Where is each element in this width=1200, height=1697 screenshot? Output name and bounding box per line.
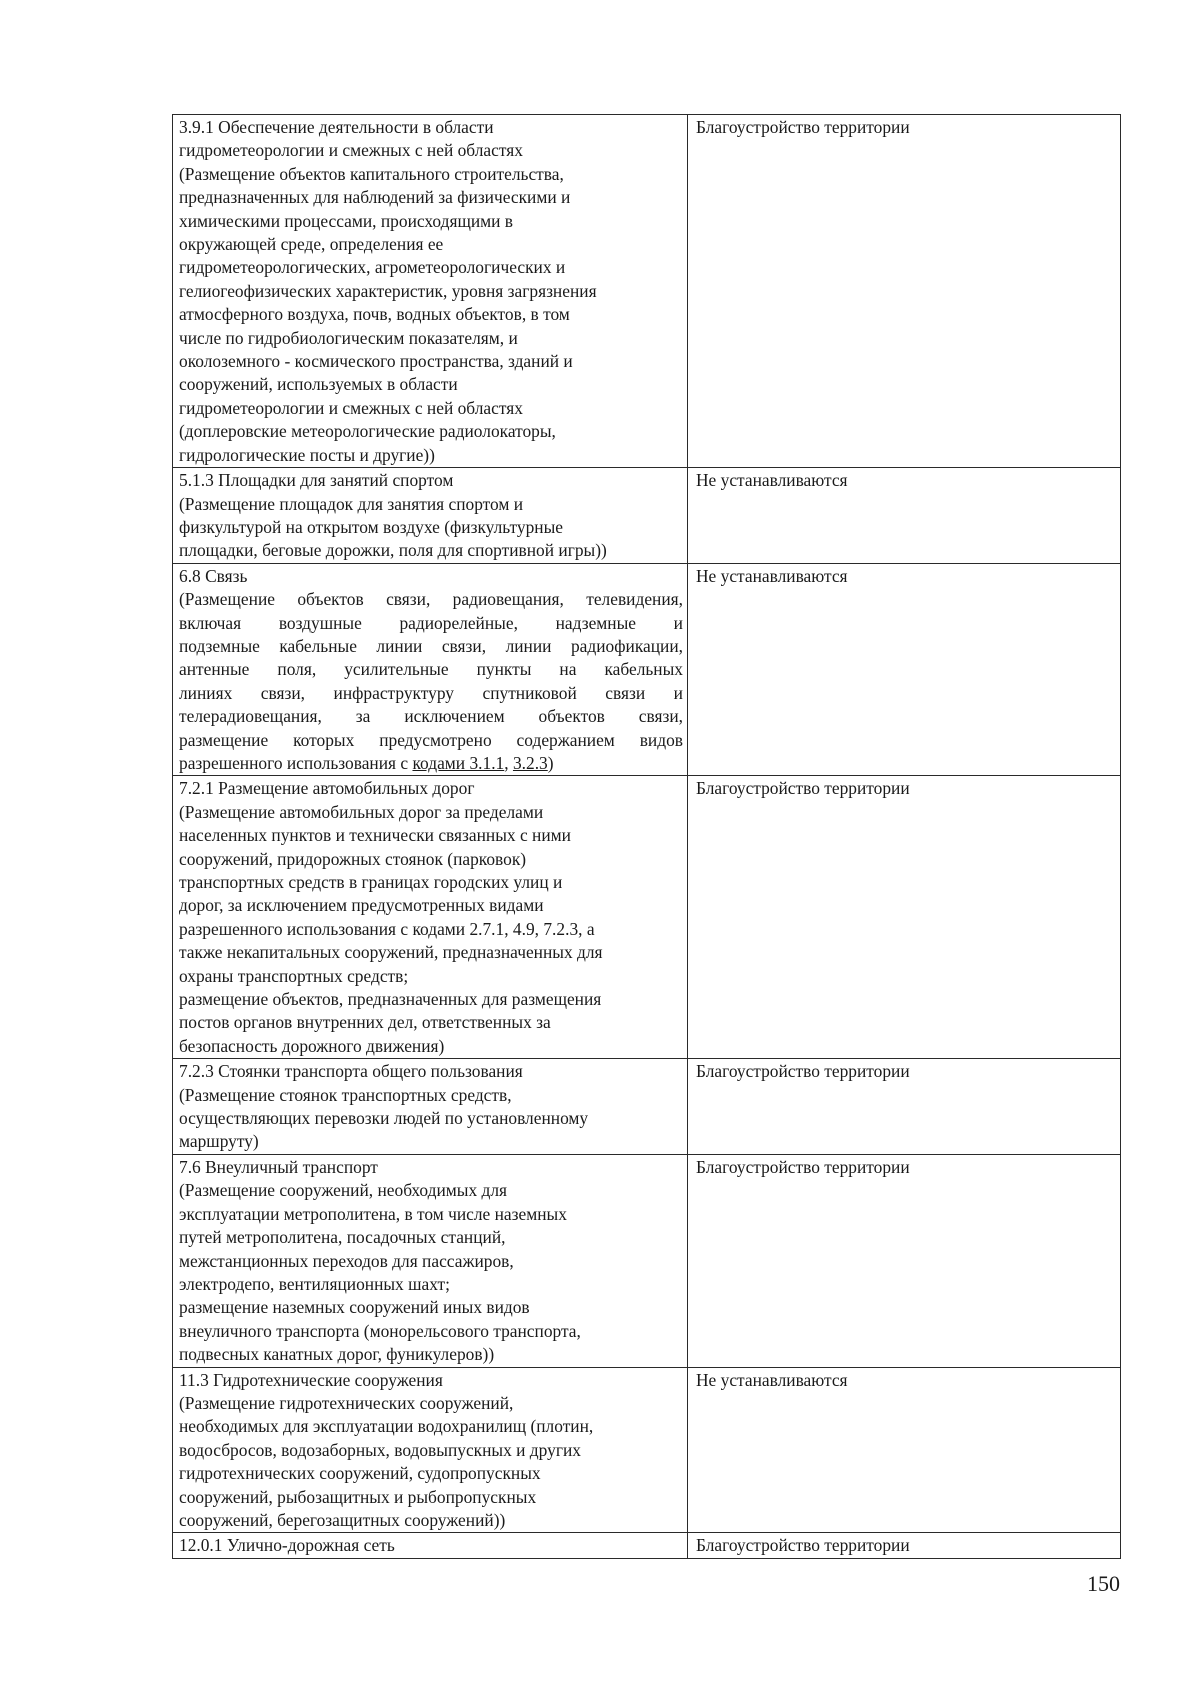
cell-text-line: площадки, беговые дорожки, поля для спортивной игры)) [179, 540, 607, 561]
cell-text-line: 7.6 Внеуличный транспорт [179, 1156, 378, 1177]
cell-text-line: необходимых для эксплуатации водохранилищ (плотин, [179, 1416, 594, 1437]
cell-text-line: гелиогеофизических характеристик, уровня загрязнения [179, 280, 597, 301]
cell-text-line: подземные кабельные линии связи, линии радиофикации, [179, 635, 683, 656]
cell-text-line: сооружений, берегозащитных сооружений)) [179, 1509, 506, 1530]
cell-text-line: (доплеровские метеорологические радиолокаторы, [179, 421, 556, 442]
cell-text-line: размещение которых предусмотрено содержанием видов [179, 729, 683, 750]
table-row [173, 115, 1121, 468]
cell-text-line: размещение объектов, предназначенных для размещения [179, 989, 602, 1010]
code-link[interactable]: кодами 3.1.1 [412, 752, 505, 773]
cell-text-line: включая воздушные радиорелейные, надземные и [179, 612, 683, 633]
parameters-text: Благоустройство территории [696, 117, 910, 137]
cell-text-line: 7.2.1 Размещение автомобильных дорог [179, 778, 475, 799]
table-row [173, 1367, 1121, 1533]
cell-text-line: осуществляющих перевозки людей по установленному [179, 1108, 589, 1129]
cell-text-line: электродепо, вентиляционных шахт; [179, 1273, 450, 1294]
use-description-cell [173, 1367, 688, 1533]
table-row [173, 468, 1121, 564]
cell-text-line: водосбросов, водозаборных, водовыпускных и других [179, 1439, 581, 1460]
cell-text-line: химическими процессами, происходящими в [179, 210, 514, 231]
parameters-text: Благоустройство территории [696, 1156, 910, 1177]
cell-text-line: 3.9.1 Обеспечение деятельности в области [179, 117, 494, 137]
cell-text-line: (Размещение автомобильных дорог за пределами [179, 801, 544, 822]
cell-text-line: сооружений, придорожных стоянок (парковок) [179, 848, 527, 869]
parameters-cell [688, 115, 1121, 468]
parameters-text: Не устанавливаются [696, 565, 848, 586]
cell-text-line: (Размещение объектов капитального строительства, [179, 163, 564, 184]
table-row [173, 776, 1121, 1059]
parameters-cell [688, 563, 1121, 776]
parameters-text: Не устанавливаются [696, 470, 848, 491]
cell-text-line: подвесных канатных дорог, фуникулеров)) [179, 1344, 495, 1365]
permitted-use-table [172, 114, 1121, 1559]
cell-text-line-with-links [179, 752, 683, 775]
parameters-cell [688, 776, 1121, 1059]
use-description-cell [173, 563, 688, 776]
cell-text-line: маршруту) [179, 1131, 259, 1152]
cell-text-line: межстанционных переходов для пассажиров, [179, 1250, 514, 1271]
parameters-cell [688, 1367, 1121, 1533]
use-description-cell [173, 468, 688, 564]
cell-text-line: внеуличного транспорта (монорельсового транспорта, [179, 1320, 581, 1341]
parameters-text: Благоустройство территории [696, 1535, 910, 1556]
cell-text-line: 12.0.1 Улично-дорожная сеть [179, 1535, 395, 1556]
cell-text-line: безопасность дорожного движения) [179, 1035, 445, 1056]
table-row [173, 1059, 1121, 1155]
use-description-cell [173, 1533, 688, 1558]
cell-text-fragment: ) [547, 752, 554, 773]
cell-text-line: (Размещение площадок для занятия спортом и [179, 493, 524, 514]
cell-text-line: числе по гидробиологическим показателям, и [179, 327, 518, 348]
cell-text-line: антенные поля, усилительные пункты на кабельных [179, 659, 683, 680]
parameters-cell [688, 1059, 1121, 1155]
cell-text-line: окружающей среде, определения ее [179, 234, 444, 255]
cell-text-line: гидрометеорологии и смежных с ней областях [179, 397, 523, 418]
page-number: 150 [1087, 1571, 1120, 1596]
table-row [173, 563, 1121, 776]
cell-text-line: эксплуатации метрополитена, в том числе наземных [179, 1203, 567, 1224]
cell-text-line: путей метрополитена, посадочных станций, [179, 1227, 506, 1248]
use-description-cell [173, 1059, 688, 1155]
parameters-text: Благоустройство территории [696, 1061, 910, 1082]
parameters-text: Не устанавливаются [696, 1369, 848, 1390]
cell-text-line: (Размещение объектов связи, радиовещания, телевидения, [179, 589, 683, 610]
cell-text-line: атмосферного воздуха, почв, водных объектов, в том [179, 304, 570, 325]
cell-text-line: транспортных средств в границах городских улиц и [179, 872, 563, 892]
cell-text-line: линиях связи, инфраструктуру спутниковой связи и [179, 682, 683, 703]
parameters-cell [688, 1533, 1121, 1558]
cell-text-line: 5.1.3 Площадки для занятий спортом [179, 470, 454, 491]
cell-text-fragment: , [504, 752, 513, 773]
cell-text-line: гидрометеорологии и смежных с ней областях [179, 140, 523, 161]
cell-text-line: околоземного - космического пространства, зданий и [179, 351, 573, 372]
cell-text-line: постов органов внутренних дел, ответственных за [179, 1012, 551, 1033]
use-description-cell [173, 776, 688, 1059]
cell-text-line: также некапитальных сооружений, предназначенных для [179, 942, 603, 963]
cell-text-line: (Размещение гидротехнических сооружений, [179, 1392, 514, 1413]
use-description-cell [173, 115, 688, 468]
table-row [173, 1154, 1121, 1367]
cell-text-line: гидротехнических сооружений, судопропускных [179, 1463, 541, 1484]
cell-text-line: разрешенного использования с кодами 2.7.1, 4.9, 7.2.3, а [179, 918, 595, 939]
cell-text-line: гидрологические посты и другие)) [179, 444, 435, 465]
cell-text-line: (Размещение стоянок транспортных средств, [179, 1084, 512, 1105]
cell-text-line: гидрометеорологических, агрометеорологических и [179, 257, 566, 278]
cell-text-line: охраны транспортных средств; [179, 965, 409, 986]
cell-text-line: дорог, за исключением предусмотренных видами [179, 895, 544, 916]
cell-text-line: 6.8 Связь [179, 565, 248, 586]
cell-text-line: физкультурой на открытом воздухе (физкультурные [179, 516, 563, 537]
parameters-cell [688, 468, 1121, 564]
use-description-cell [173, 1154, 688, 1367]
parameters-cell [688, 1154, 1121, 1367]
cell-text-line: телерадиовещания, за исключением объектов связи, [179, 706, 683, 727]
cell-text-fragment: разрешенного использования с [179, 752, 413, 773]
cell-text-line: 11.3 Гидротехнические сооружения [179, 1369, 443, 1390]
code-link[interactable]: 3.2.3 [512, 752, 548, 773]
table-row [173, 1533, 1121, 1558]
cell-text-line: размещение наземных сооружений иных видов [179, 1297, 530, 1318]
cell-text-line: предназначенных для наблюдений за физическими и [179, 187, 571, 208]
cell-text-line: (Размещение сооружений, необходимых для [179, 1180, 508, 1201]
cell-text-line: сооружений, рыбозащитных и рыбопропускных [179, 1486, 537, 1507]
cell-text-line: сооружений, используемых в области [179, 374, 458, 395]
parameters-text: Благоустройство территории [696, 778, 910, 799]
cell-text-line: 7.2.3 Стоянки транспорта общего пользования [179, 1061, 523, 1082]
cell-text-line: населенных пунктов и технически связанных с ними [179, 825, 571, 846]
